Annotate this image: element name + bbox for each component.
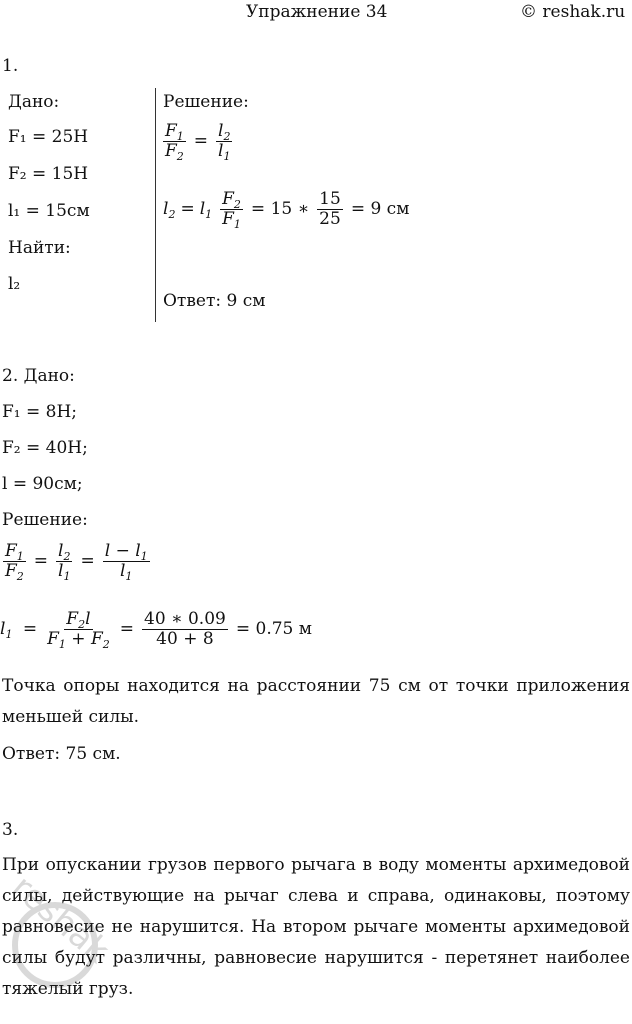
site-label: © reshak.ru	[520, 2, 626, 22]
formula-ratio-1: $\frac{F_1}{F_2}$ = $\frac{l_2}{l_1}$	[165, 121, 231, 163]
solution-label-1: Решение:	[163, 92, 249, 112]
frac-num-15: 15	[319, 189, 341, 209]
frac-den-25: 25	[319, 208, 341, 229]
formula-l1-result: = 0.75 м	[235, 619, 312, 640]
given-l1: l₁ = 15см	[8, 201, 90, 221]
watermark-logo	[0, 850, 160, 1020]
svg-text:reshak: reshak	[3, 867, 117, 972]
given-2-f2: F₂ = 40H;	[2, 438, 88, 458]
problem-2-explanation: Точка опоры находится на расстоянии 75 см от точки приложения меньшей силы.	[2, 676, 630, 727]
formula-l2-mult: = 15 ∗	[250, 199, 310, 220]
solution-label-2: Решение:	[2, 510, 88, 530]
divider-line	[155, 88, 156, 322]
find-l2: l₂	[8, 274, 21, 294]
given-f2: F₂ = 15H	[8, 164, 89, 184]
formula-ratio-2: $\frac{F_1}{F_2}$ = $\frac{l_2}{l_1}$ = $\frac{l - l_1}{l_1}$	[5, 541, 148, 583]
problem-2-title: 2. Дано:	[2, 366, 75, 386]
problem-1-number: 1.	[2, 56, 19, 76]
given-f1: F₁ = 25H	[8, 127, 89, 147]
frac-den-2: 40 + 8	[156, 628, 214, 649]
formula-l2: $l_2$ = $l_1$ $\frac{F_2}{F_1}$ = 15 ∗ $\frac{15}{25}$ = 9 см	[163, 189, 410, 231]
find-label: Найти:	[8, 238, 71, 258]
formula-l1: $l_1$ = $\frac{F_2l}{F_1 + F_2}$ = $\frac{40 ∗ 0.09}{40 + 8}$ = 0.75 м	[0, 609, 312, 651]
answer-2: Ответ: 75 см.	[2, 744, 121, 764]
frac-num-2: 40 ∗ 0.09	[144, 609, 226, 629]
given-label: Дано:	[8, 92, 60, 112]
given-2-f1: F₁ = 8H;	[2, 402, 78, 422]
page-title: Упражнение 34	[246, 2, 388, 22]
answer-1: Ответ: 9 см	[163, 291, 266, 311]
given-2-l: l = 90см;	[2, 474, 83, 494]
formula-l2-result: = 9 см	[350, 199, 410, 220]
problem-3-text: При опускании грузов первого рычага в воду моменты архимедовой силы, действующие на рычаг слева и справа, одинаковы, поэтому равновесие не нарушится. На втором рычаге моменты архимедовой силы будут различны, равновесие нарушится - перетянет наиболее тяжелый груз.	[2, 855, 630, 999]
problem-3-number: 3.	[2, 820, 19, 840]
